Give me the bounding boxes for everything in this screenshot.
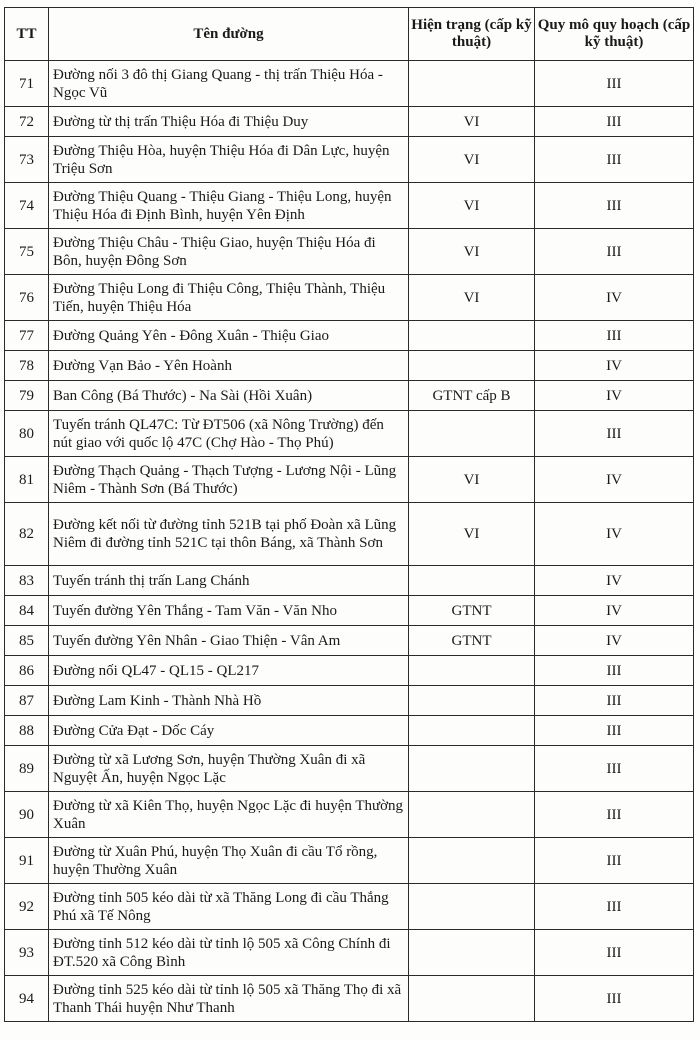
table-row [5,792,694,838]
table-row [5,746,694,792]
table-row [5,503,694,566]
road-name: Đường từ xã Lương Sơn, huyện Thường Xuân đi xã Nguyệt Ấn, huyện Ngọc Lặc [49,746,409,792]
table-row [5,976,694,1022]
table-row [5,137,694,183]
table-row [5,183,694,229]
planned-grade: III [535,746,694,792]
planned-grade: III [535,656,694,686]
current-grade [409,976,535,1022]
road-name: Đường từ xã Kiên Thọ, huyện Ngọc Lặc đi huyện Thường Xuân [49,792,409,838]
header-road-name: Tên đường [49,8,409,61]
current-grade: VI [409,229,535,275]
row-number: 85 [5,626,49,656]
row-number: 89 [5,746,49,792]
row-number: 77 [5,321,49,351]
planned-grade: III [535,61,694,107]
road-name: Đường Thạch Quảng - Thạch Tượng - Lương Nội - Lũng Niêm - Thành Sơn (Bá Thước) [49,457,409,503]
row-number: 86 [5,656,49,686]
table-row [5,457,694,503]
table-row [5,61,694,107]
road-name: Tuyến đường Yên Thắng - Tam Văn - Văn Nho [49,596,409,626]
road-name: Đường Thiệu Long đi Thiệu Công, Thiệu Thành, Thiệu Tiến, huyện Thiệu Hóa [49,275,409,321]
current-grade [409,656,535,686]
planned-grade: III [535,229,694,275]
table-row [5,411,694,457]
planned-grade: III [535,716,694,746]
row-number: 76 [5,275,49,321]
table-row [5,716,694,746]
table-body [5,61,694,1022]
table-row [5,656,694,686]
road-planning-table [4,7,694,1022]
planned-grade: IV [535,381,694,411]
road-name: Đường từ Xuân Phú, huyện Thọ Xuân đi cầu Tổ rồng, huyện Thường Xuân [49,838,409,884]
planned-grade: IV [535,503,694,566]
row-number: 71 [5,61,49,107]
current-grade [409,566,535,596]
planned-grade: III [535,686,694,716]
row-number: 87 [5,686,49,716]
row-number: 94 [5,976,49,1022]
current-grade [409,411,535,457]
row-number: 79 [5,381,49,411]
row-number: 88 [5,716,49,746]
planned-grade: III [535,107,694,137]
road-name: Đường Lam Kinh - Thành Nhà Hồ [49,686,409,716]
current-grade: VI [409,137,535,183]
current-grade [409,321,535,351]
planned-grade: III [535,137,694,183]
row-number: 74 [5,183,49,229]
planned-grade: III [535,976,694,1022]
table-row [5,626,694,656]
current-grade: GTNT [409,596,535,626]
road-name: Đường Cửa Đạt - Dốc Cáy [49,716,409,746]
table-row [5,930,694,976]
road-name: Ban Công (Bá Thước) - Na Sài (Hồi Xuân) [49,381,409,411]
table-row [5,596,694,626]
planned-grade: III [535,183,694,229]
row-number: 92 [5,884,49,930]
road-name: Đường Quảng Yên - Đông Xuân - Thiệu Giao [49,321,409,351]
row-number: 73 [5,137,49,183]
planned-grade: IV [535,596,694,626]
current-grade [409,884,535,930]
current-grade [409,61,535,107]
table-row [5,321,694,351]
road-name: Đường nối 3 đô thị Giang Quang - thị trấn Thiệu Hóa - Ngọc Vũ [49,61,409,107]
current-grade [409,351,535,381]
road-name: Đường Thiệu Quang - Thiệu Giang - Thiệu Long, huyện Thiệu Hóa đi Định Bình, huyện Yên Định [49,183,409,229]
current-grade [409,930,535,976]
current-grade: VI [409,107,535,137]
row-number: 78 [5,351,49,381]
header-row [5,8,694,61]
current-grade: VI [409,275,535,321]
current-grade: VI [409,183,535,229]
table-header [5,8,694,61]
table-row [5,107,694,137]
planned-grade: IV [535,566,694,596]
planned-grade: III [535,321,694,351]
table-row [5,686,694,716]
planned-grade: IV [535,626,694,656]
row-number: 83 [5,566,49,596]
road-name: Đường tỉnh 525 kéo dài từ tỉnh lộ 505 xã Thăng Thọ đi xã Thanh Thái huyện Như Thanh [49,976,409,1022]
planned-grade: III [535,884,694,930]
planned-grade: IV [535,275,694,321]
row-number: 82 [5,503,49,566]
table-row [5,351,694,381]
table-row [5,275,694,321]
road-name: Tuyến tránh QL47C: Từ ĐT506 (xã Nông Trường) đến nút giao với quốc lộ 47C (Chợ Hào - Thọ Phú) [49,411,409,457]
road-name: Đường Thiệu Hòa, huyện Thiệu Hóa đi Dân Lực, huyện Triệu Sơn [49,137,409,183]
current-grade: GTNT [409,626,535,656]
row-number: 75 [5,229,49,275]
road-name: Đường tỉnh 512 kéo dài từ tỉnh lộ 505 xã Công Chính đi ĐT.520 xã Công Bình [49,930,409,976]
row-number: 90 [5,792,49,838]
header-planned-scale: Quy mô quy hoạch (cấp kỹ thuật) [535,8,694,61]
planned-grade: III [535,792,694,838]
road-name: Đường tỉnh 505 kéo dài từ xã Thăng Long đi cầu Thắng Phú xã Tế Nông [49,884,409,930]
table-row [5,838,694,884]
current-grade: GTNT cấp B [409,381,535,411]
header-tt: TT [5,8,49,61]
row-number: 72 [5,107,49,137]
header-current-status: Hiện trạng (cấp kỹ thuật) [409,8,535,61]
current-grade [409,686,535,716]
road-name: Tuyến đường Yên Nhân - Giao Thiện - Vân Am [49,626,409,656]
current-grade: VI [409,503,535,566]
row-number: 84 [5,596,49,626]
row-number: 80 [5,411,49,457]
planned-grade: III [535,838,694,884]
road-name: Đường kết nối từ đường tỉnh 521B tại phố Đoàn xã Lũng Niêm đi đường tỉnh 521C tại thôn Báng, xã Thành Sơn [49,503,409,566]
road-name: Đường nối QL47 - QL15 - QL217 [49,656,409,686]
current-grade [409,746,535,792]
current-grade [409,838,535,884]
table-row [5,229,694,275]
road-name: Tuyến tránh thị trấn Lang Chánh [49,566,409,596]
planned-grade: III [535,930,694,976]
table-row [5,884,694,930]
road-name: Đường từ thị trấn Thiệu Hóa đi Thiệu Duy [49,107,409,137]
planned-grade: IV [535,351,694,381]
planned-grade: III [535,411,694,457]
table-row [5,566,694,596]
table-row [5,381,694,411]
current-grade: VI [409,457,535,503]
row-number: 93 [5,930,49,976]
road-name: Đường Vạn Bảo - Yên Hoành [49,351,409,381]
row-number: 91 [5,838,49,884]
row-number: 81 [5,457,49,503]
current-grade [409,716,535,746]
road-name: Đường Thiệu Châu - Thiệu Giao, huyện Thiệu Hóa đi Bôn, huyện Đông Sơn [49,229,409,275]
planned-grade: IV [535,457,694,503]
current-grade [409,792,535,838]
